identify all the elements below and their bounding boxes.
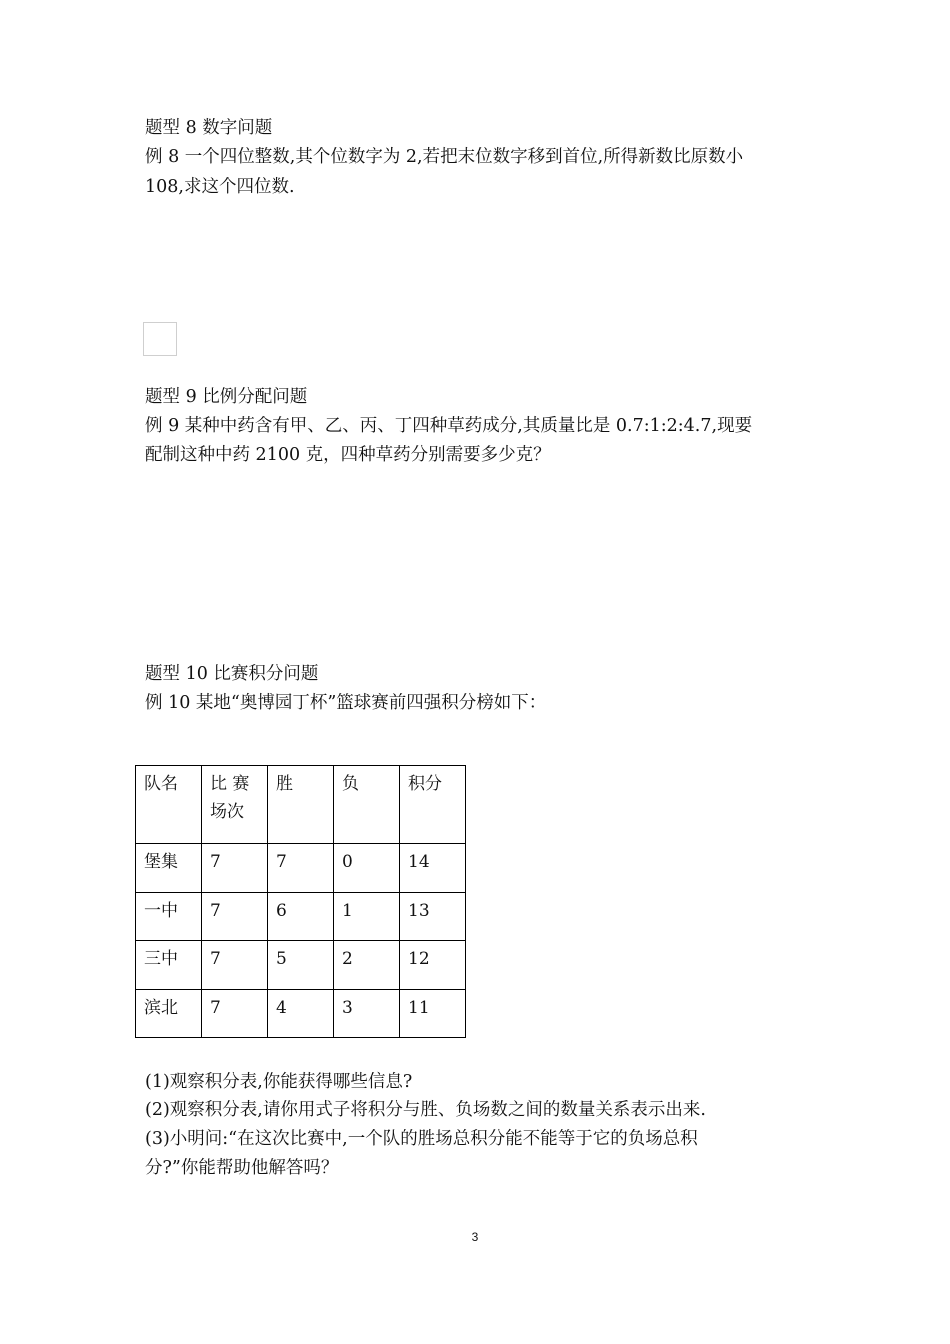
section9-title: 题型 9 比例分配问题 — [145, 387, 308, 407]
page-number: 3 — [471, 1230, 479, 1244]
question-3-line2: 分?”你能帮助他解答吗？ — [145, 1158, 339, 1178]
table-cell: 一中 — [136, 892, 202, 941]
section8-question-line1: 例 8 一个四位整数,其个位数字为 2,若把末位数字移到首位,所得新数比原数小 — [145, 147, 744, 167]
section8-question-line2: 108,求这个四位数. — [145, 177, 295, 197]
table-header-row — [136, 766, 466, 844]
table-cell: 7 — [268, 844, 334, 893]
header-cell: 积分 — [400, 766, 466, 844]
table-cell: 滨北 — [136, 989, 202, 1038]
table-cell: 7 — [202, 941, 268, 990]
question-1: (1)观察积分表,你能获得哪些信息? — [145, 1072, 413, 1092]
table-cell: 7 — [202, 844, 268, 893]
section8-title: 题型 8 数字问题 — [145, 118, 273, 138]
section10-question-line1: 例 10 某地“奥博园丁杯”篮球赛前四强积分榜如下： — [145, 693, 547, 713]
table-row — [136, 844, 466, 893]
header-cell: 胜 — [268, 766, 334, 844]
table-cell: 5 — [268, 941, 334, 990]
table-cell: 3 — [334, 989, 400, 1038]
section9-question-line2: 配制这种中药 2100 克，四种草药分别需要多少克？ — [145, 445, 551, 465]
header-cell: 队名 — [136, 766, 202, 844]
question-3-line1: (3)小明问:“在这次比赛中,一个队的胜场总积分能不能等于它的负场总积 — [145, 1129, 698, 1149]
score-table — [135, 765, 466, 1038]
header-cell: 负 — [334, 766, 400, 844]
question-2: (2)观察积分表,请你用式子将积分与胜、负场数之间的数量关系表示出来. — [145, 1100, 706, 1120]
section10-title: 题型 10 比赛积分问题 — [145, 664, 319, 684]
table-cell: 12 — [400, 941, 466, 990]
table-cell: 7 — [202, 892, 268, 941]
table-cell: 4 — [268, 989, 334, 1038]
table-cell: 1 — [334, 892, 400, 941]
table-row — [136, 941, 466, 990]
table-cell: 0 — [334, 844, 400, 893]
table-row — [136, 989, 466, 1038]
table-cell: 7 — [202, 989, 268, 1038]
table-cell: 堡集 — [136, 844, 202, 893]
table-cell: 三中 — [136, 941, 202, 990]
table-cell: 6 — [268, 892, 334, 941]
table-cell: 11 — [400, 989, 466, 1038]
table-cell: 13 — [400, 892, 466, 941]
table-cell: 14 — [400, 844, 466, 893]
table-row — [136, 892, 466, 941]
image-placeholder — [143, 322, 177, 356]
section9-question-line1: 例 9 某种中药含有甲、乙、丙、丁四种草药成分,其质量比是 0.7:1:2:4.7,现要 — [145, 416, 753, 436]
table-cell: 2 — [334, 941, 400, 990]
header-cell: 比 赛 场次 — [202, 766, 268, 844]
